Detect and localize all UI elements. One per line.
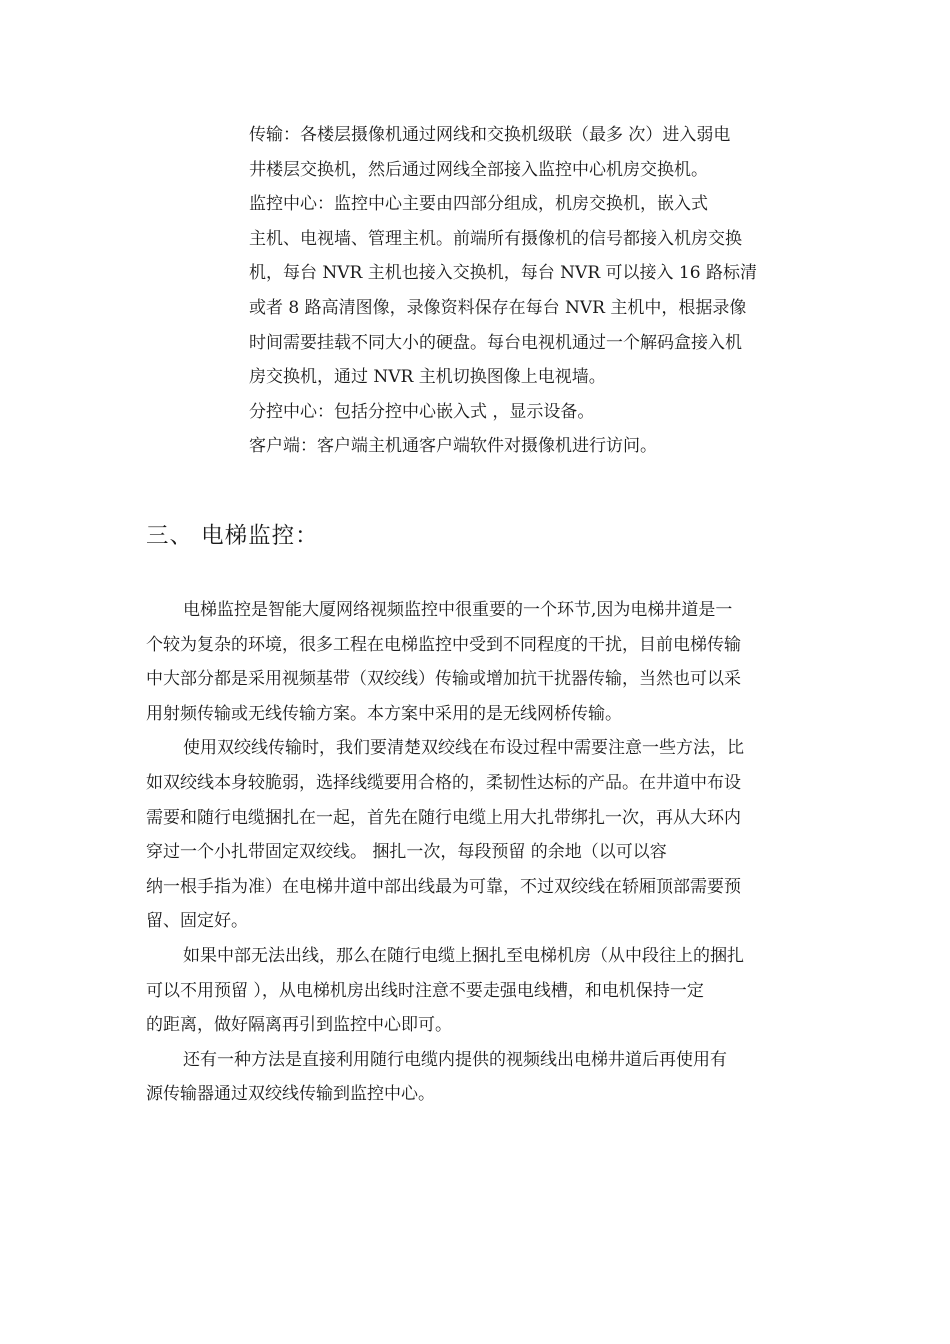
text-line: 客户端：客户端主机通客户端软件对摄像机进行访问。	[249, 436, 657, 457]
text-line: 房交换机，通过 NVR 主机切换图像上电视墙。	[249, 367, 606, 388]
text-line: 源传输器通过双绞线传输到监控中心。	[146, 1084, 435, 1105]
text-line: 留、固定好。	[146, 911, 248, 932]
text-line: 井楼层交换机，然后通过网线全部接入监控中心机房交换机。	[249, 159, 708, 180]
text-line: 机，每台 NVR 主机也接入交换机，每台 NVR 可以接入 16 路标清	[249, 263, 757, 284]
text-line: 监控中心：监控中心主要由四部分组成，机房交换机，嵌入式	[249, 194, 708, 215]
text-line: 分控中心：包括分控中心嵌入式 ，显示设备。	[249, 401, 595, 422]
text-line: 使用双绞线传输时，我们要清楚双绞线在布设过程中需要注意一些方法，比	[183, 738, 744, 759]
text-line: 电梯监控是智能大厦网络视频监控中很重要的一个环节,因为电梯井道是一	[183, 600, 733, 620]
text-line: 时间需要挂载不同大小的硬盘。每台电视机通过一个解码盒接入机	[249, 332, 742, 353]
text-line: 如果中部无法出线，那么在随行电缆上捆扎至电梯机房（从中段往上的捆扎	[183, 945, 744, 966]
text-line: 如双绞线本身较脆弱，选择线缆要用合格的，柔韧性达标的产品。在井道中布设	[146, 772, 741, 793]
text-line: 或者 8 路高清图像，录像资料保存在每台 NVR 主机中，根据录像	[249, 297, 747, 318]
text-line: 还有一种方法是直接利用随行电缆内提供的视频线出电梯井道后再使用有	[183, 1049, 727, 1070]
text-line: 主机、电视墙、管理主机。前端所有摄像机的信号都接入机房交换	[249, 228, 742, 249]
text-line: 需要和随行电缆捆扎在一起，首先在随行电缆上用大扎带绑扎一次，再从大环内	[146, 807, 741, 828]
text-line: 用射频传输或无线传输方案。本方案中采用的是无线网桥传输。	[146, 703, 622, 724]
text-line: 穿过一个小扎带固定双绞线。 捆扎一次，每段预留 的余地（以可以容	[146, 842, 667, 863]
indented-description-block	[249, 118, 819, 464]
text-line: 传输：各楼层摄像机通过网线和交换机级联（最多 次）进入弱电	[249, 125, 731, 145]
text-line: 纳一根手指为准）在电梯井道中部出线最为可靠，不过双绞线在轿厢顶部需要预	[146, 876, 741, 897]
section-heading: 三、 电梯监控：	[146, 523, 319, 549]
text-line: 个较为复杂的环境，很多工程在电梯监控中受到不同程度的干扰，目前电梯传输	[146, 634, 741, 655]
paragraph-2	[146, 731, 818, 939]
text-line: 的距离，做好隔离再引到监控中心即可。	[146, 1015, 452, 1036]
text-line: 可以不用预留 ），从电梯机房出线时注意不要走强电线槽，和电机保持一定	[146, 980, 704, 1001]
paragraph-1	[146, 593, 818, 731]
paragraph-3	[146, 939, 818, 1043]
paragraph-4	[146, 1043, 818, 1112]
section-body	[146, 593, 818, 1112]
text-line: 中大部分都是采用视频基带（双绞线）传输或增加抗干扰器传输，当然也可以采	[146, 669, 741, 690]
